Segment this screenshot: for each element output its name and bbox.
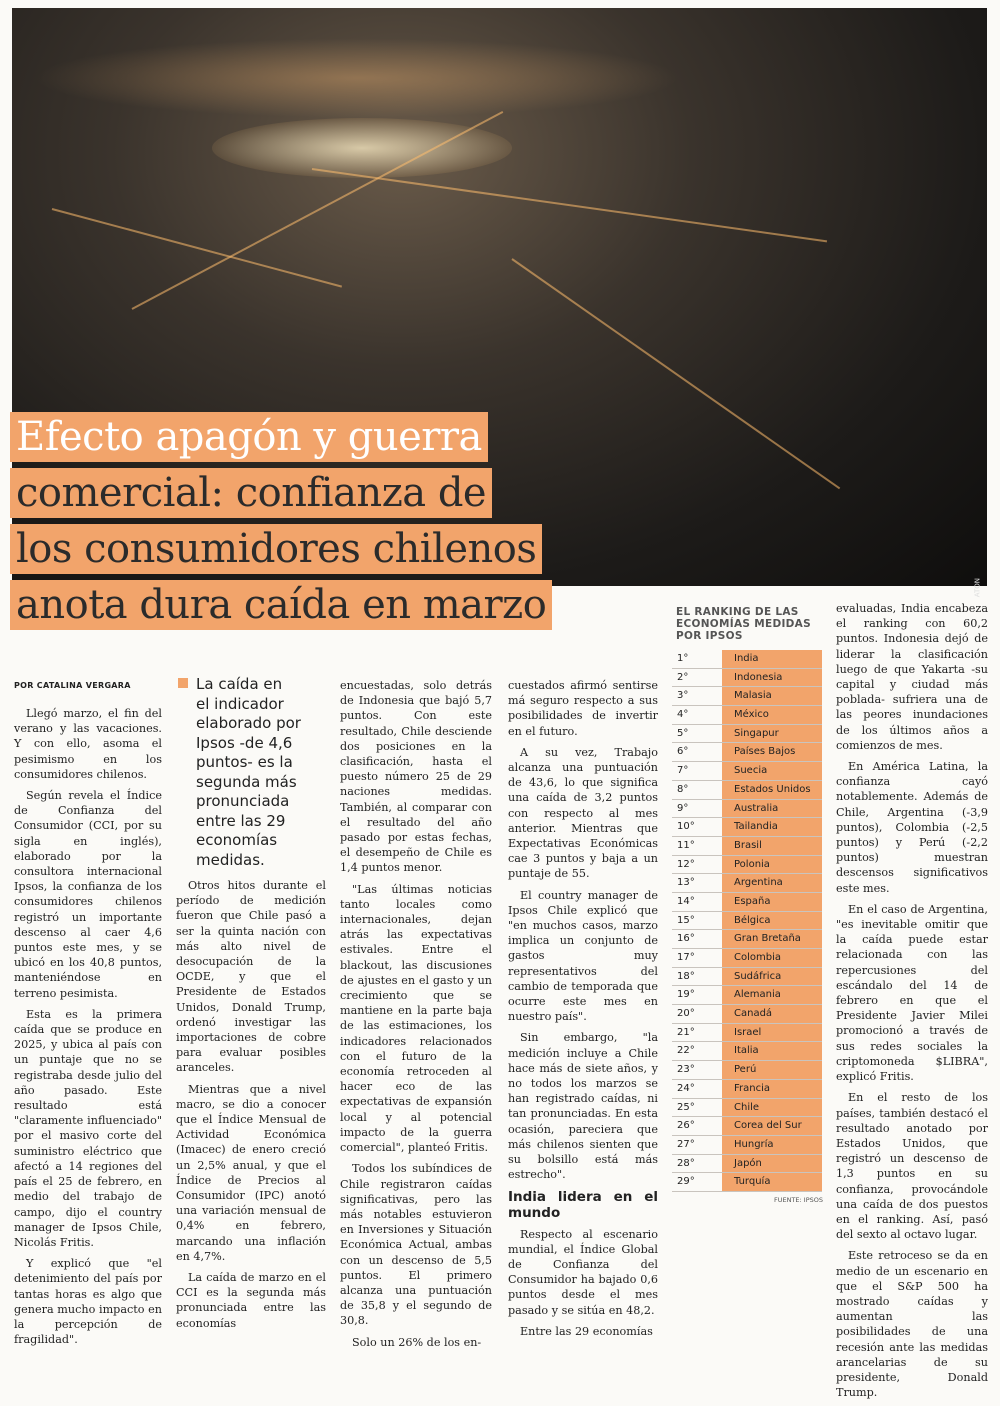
ranking-position: 14° bbox=[672, 893, 722, 911]
ranking-row bbox=[672, 818, 822, 837]
ranking-row bbox=[672, 1005, 822, 1024]
ranking-country: Sudáfrica bbox=[722, 968, 822, 986]
ranking-country: Corea del Sur bbox=[722, 1117, 822, 1135]
ranking-row bbox=[672, 893, 822, 912]
ranking-row bbox=[672, 1136, 822, 1155]
ranking-country: México bbox=[722, 706, 822, 724]
headline-line: anota dura caída en marzo bbox=[10, 580, 552, 630]
ranking-country: Malasia bbox=[722, 687, 822, 705]
ranking-position: 8° bbox=[672, 781, 722, 799]
article-column-3 bbox=[340, 678, 492, 1356]
headline-line: los consumidores chilenos bbox=[10, 524, 542, 574]
ranking-row bbox=[672, 1080, 822, 1099]
ranking-position: 19° bbox=[672, 986, 722, 1004]
ranking-country: Francia bbox=[722, 1080, 822, 1098]
ranking-table bbox=[672, 650, 822, 1192]
paragraph: En el caso de Argentina, "es inevitable omitir que la caída puede estar relacionada con las repercusiones del escándalo del 14 de febrero en que el Presidente Javier Milei promocionó a través de sus redes sociales la criptomoneda $LIBRA", explicó Fritis. bbox=[836, 902, 988, 1084]
ranking-country: Hungría bbox=[722, 1136, 822, 1154]
ranking-country: Brasil bbox=[722, 837, 822, 855]
headline-line: comercial: confianza de bbox=[10, 468, 492, 518]
ranking-row bbox=[672, 762, 822, 781]
ranking-position: 3° bbox=[672, 687, 722, 705]
ranking-row bbox=[672, 986, 822, 1005]
ranking-position: 21° bbox=[672, 1024, 722, 1042]
ranking-position: 28° bbox=[672, 1155, 722, 1173]
paragraph: Otros hitos durante el período de medición fueron que Chile pasó a ser la quinta nación con más alto nivel de desocupación de la OCDE, y que el Presidente de Estados Unidos, Donald Trump, ordenó investigar las importaciones de cobre para evaluar posibles aranceles. bbox=[176, 879, 326, 1075]
paragraph: encuestadas, solo detrás de Indonesia que bajó 5,7 puntos. Con este resultado, Chile desciende dos posiciones en la clasificación, hasta el puesto número 25 de 29 naciones medidas. También, al comparar con el resultado del año pasado por estas fechas, el desempeño de Chile es 1,4 puntos menor. bbox=[340, 679, 492, 875]
ranking-country: Italia bbox=[722, 1042, 822, 1060]
pull-quote-rest: el indicador elaborado por Ipsos -de 4,6 puntos- es la segunda más pronunciada entre las 29 economías medidas. bbox=[196, 694, 301, 869]
ranking-country: India bbox=[722, 650, 822, 668]
ranking-position: 22° bbox=[672, 1042, 722, 1060]
paragraph: Este retroceso se da en medio de un escenario en que el S&P 500 ha mostrado caídas y aumentan las posibilidades de una recesión ante las medidas arancelarias de su presidente, Donald Trump. bbox=[836, 1249, 988, 1400]
paragraph: El country manager de Ipsos Chile explicó que "en muchos casos, marzo implica un conjunto de gastos muy representativos del cambio de temporada que ocurre este mes en nuestro país". bbox=[508, 888, 658, 1024]
ranking-row bbox=[672, 1024, 822, 1043]
ranking-title: EL RANKING DE LAS ECONOMÍAS MEDIDAS POR IPSOS bbox=[676, 606, 811, 642]
paragraph: Solo un 26% de los en- bbox=[352, 1335, 482, 1349]
article-column-4 bbox=[508, 678, 658, 1345]
ranking-row bbox=[672, 1061, 822, 1080]
ranking-position: 20° bbox=[672, 1005, 722, 1023]
ranking-country: Turquía bbox=[722, 1173, 822, 1191]
paragraph: Mientras que a nivel macro, se dio a conocer que el Índice Mensual de Actividad Económica (Imacec) de enero creció un 2,5% anual, y que el Índice de Precios al Consumidor (IPC) anotó una variación mensual de 0,4% en febrero, marcando una inflación en 4,7%. bbox=[176, 1082, 326, 1263]
ranking-row bbox=[672, 706, 822, 725]
ranking-position: 11° bbox=[672, 837, 722, 855]
paragraph: La caída de marzo en el CCI es la segunda más pronunciada entre las economías bbox=[176, 1271, 326, 1330]
byline: POR CATALINA VERGARA bbox=[14, 681, 131, 690]
ranking-country: Alemania bbox=[722, 986, 822, 1004]
paragraph: Y explicó que "el detenimiento del país por tantas horas es algo que genera mucho impacto en la percepción de fragilidad". bbox=[14, 1257, 162, 1347]
ranking-country: Estados Unidos bbox=[722, 781, 822, 799]
article-column-2 bbox=[176, 878, 326, 1337]
ranking-position: 4° bbox=[672, 706, 722, 724]
ranking-row bbox=[672, 874, 822, 893]
ranking-country: Indonesia bbox=[722, 669, 822, 687]
ranking-row bbox=[672, 856, 822, 875]
paragraph: Sin embargo, "la medición incluye a Chile hace más de siete años, y no todos los marzos se han registrado caídas, ni tan pronunciadas. En esta ocasión, pareciera que más chilenos sienten que su bolsillo está más estrecho". bbox=[508, 1031, 658, 1182]
headline-line: Efecto apagón y guerra bbox=[10, 412, 488, 462]
paragraph: En el resto de los países, también destacó el resultado anotado por Estados Unidos, que registró un descenso de 1,3 puntos en su confianza, provocándole una caída de dos puestos en el ranking. Así, pasó del sexto al octavo lugar. bbox=[836, 1091, 988, 1242]
ranking-position: 26° bbox=[672, 1117, 722, 1135]
ranking-country: Japón bbox=[722, 1155, 822, 1173]
paragraph: cuestados afirmó sentirse má seguro respecto a sus posibilidades de invertir en el futuro. bbox=[508, 679, 658, 738]
paragraph: Entre las 29 economías bbox=[520, 1324, 653, 1338]
photo-credit: ATON bbox=[973, 578, 981, 598]
ranking-country: Australia bbox=[722, 800, 822, 818]
ranking-position: 27° bbox=[672, 1136, 722, 1154]
ranking-row bbox=[672, 669, 822, 688]
ranking-country: Suecia bbox=[722, 762, 822, 780]
paragraph: Llegó marzo, el fin del verano y las vacaciones. Y con ello, asoma el pesimismo en los consumidores chilenos. bbox=[14, 707, 162, 781]
ranking-row bbox=[672, 912, 822, 931]
ranking-country: Bélgica bbox=[722, 912, 822, 930]
ranking-position: 18° bbox=[672, 968, 722, 986]
paragraph: Respecto al escenario mundial, el Índice Global de Confianza del Consumidor ha bajado 0,6 puntos desde el mes pasado y se sitúa en 48,2. bbox=[508, 1227, 658, 1317]
ranking-country: Tailandia bbox=[722, 818, 822, 836]
ranking-position: 13° bbox=[672, 874, 722, 892]
ranking-country: Perú bbox=[722, 1061, 822, 1079]
article-column-5 bbox=[836, 601, 988, 1406]
ranking-position: 2° bbox=[672, 669, 722, 687]
ranking-position: 25° bbox=[672, 1099, 722, 1117]
ranking-row bbox=[672, 968, 822, 987]
ranking-position: 12° bbox=[672, 856, 722, 874]
ranking-country: Argentina bbox=[722, 874, 822, 892]
ranking-position: 16° bbox=[672, 930, 722, 948]
pull-quote bbox=[178, 675, 328, 870]
ranking-row bbox=[672, 1099, 822, 1118]
ranking-position: 6° bbox=[672, 743, 722, 761]
ranking-row bbox=[672, 800, 822, 819]
ranking-row bbox=[672, 1042, 822, 1061]
ranking-country: Colombia bbox=[722, 949, 822, 967]
ranking-position: 23° bbox=[672, 1061, 722, 1079]
paragraph: Según revela el Índice de Confianza del Consumidor (CCI, por su sigla en inglés), elaborado por la consultora internacional Ipsos, la confianza de los consumidores chilenos registró un importante descenso al caer 4,6 puntos este mes, y se ubicó en los 40,8 puntos, manteniéndose en terreno pesimista. bbox=[14, 789, 162, 1000]
photo-glow-horizon bbox=[32, 38, 682, 118]
ranking-country: Chile bbox=[722, 1099, 822, 1117]
paragraph: Todos los subíndices de Chile registraron caídas significativas, pero las más notables estuvieron en Inversiones y Situación Económica Actual, ambas con un descenso de 5,5 puntos. El primero alcanza una puntuación de 35,8 y el segundo de 30,8. bbox=[340, 1162, 492, 1328]
ranking-row bbox=[672, 781, 822, 800]
ranking-row bbox=[672, 650, 822, 669]
ranking-position: 7° bbox=[672, 762, 722, 780]
pull-quote-first: La caída en bbox=[196, 675, 283, 693]
ranking-position: 29° bbox=[672, 1173, 722, 1191]
paragraph: "Las últimas noticias tanto locales como internacionales, dejan atrás las expectativas estivales. Entre el blackout, las discusiones de ajustes en el gasto y un crecimiento que se mantiene en la parte baja de las estimaciones, los indicadores relacionados con el futuro de la economía retroceden al hacer eco de las expectativas de expansión local y al potencial impacto de la guerra comercial", planteó Fritis. bbox=[340, 882, 492, 1155]
square-bullet-icon bbox=[178, 678, 188, 688]
article-column-1 bbox=[14, 706, 162, 1353]
ranking-position: 5° bbox=[672, 725, 722, 743]
ranking-country: Canadá bbox=[722, 1005, 822, 1023]
ranking-position: 9° bbox=[672, 800, 722, 818]
ranking-position: 15° bbox=[672, 912, 722, 930]
photo-glow-center bbox=[212, 118, 512, 178]
ranking-row bbox=[672, 725, 822, 744]
ranking-country: Países Bajos bbox=[722, 743, 822, 761]
ranking-row bbox=[672, 930, 822, 949]
ranking-country: España bbox=[722, 893, 822, 911]
ranking-row bbox=[672, 743, 822, 762]
paragraph: En América Latina, la confianza cayó notablemente. Además de Chile, Argentina (-3,9 puntos), Colombia (-2,5 puntos) y Perú (-2,2 puntos) muestran descensos significativos este mes. bbox=[836, 760, 988, 895]
ranking-country: Singapur bbox=[722, 725, 822, 743]
ranking-country: Gran Bretaña bbox=[722, 930, 822, 948]
ranking-row bbox=[672, 837, 822, 856]
photo-road bbox=[312, 168, 827, 242]
section-subhead: India lidera en el mundo bbox=[508, 1188, 658, 1221]
ranking-position: 1° bbox=[672, 650, 722, 668]
ranking-country: Polonia bbox=[722, 856, 822, 874]
ranking-country: Israel bbox=[722, 1024, 822, 1042]
paragraph: Esta es la primera caída que se produce en 2025, y ubica al país con un puntaje que no se registraba desde julio del año pasado. Este resultado está "claramente influenciado" por el masivo corte del suministro eléctrico que afectó a 14 regiones del país el 25 de febrero, en medio del trabajo de campo, dijo el country manager de Ipsos Chile, Nicolás Fritis. bbox=[14, 1007, 162, 1249]
paragraph: evaluadas, India encabeza el ranking con 60,2 puntos. Indonesia dejó de liderar la clasificación luego de que Yakarta -su capital y ciudad más poblada- sufriera una de las peores inundaciones de los últimos años a comienzos de mes. bbox=[836, 602, 988, 752]
ranking-position: 17° bbox=[672, 949, 722, 967]
ranking-position: 24° bbox=[672, 1080, 722, 1098]
ranking-row bbox=[672, 949, 822, 968]
ranking-row bbox=[672, 687, 822, 706]
ranking-row bbox=[672, 1173, 822, 1192]
ranking-row bbox=[672, 1155, 822, 1174]
ranking-position: 10° bbox=[672, 818, 722, 836]
headline bbox=[10, 412, 670, 636]
ranking-row bbox=[672, 1117, 822, 1136]
paragraph: A su vez, Trabajo alcanza una puntuación de 43,6, lo que significa una caída de 3,2 puntos con respecto al mes anterior. Mientras que Expectativas Económicas cae 3 puntos y baja a un puntaje de 55. bbox=[508, 745, 658, 881]
ranking-source: FUENTE: IPSOS bbox=[774, 1196, 824, 1204]
